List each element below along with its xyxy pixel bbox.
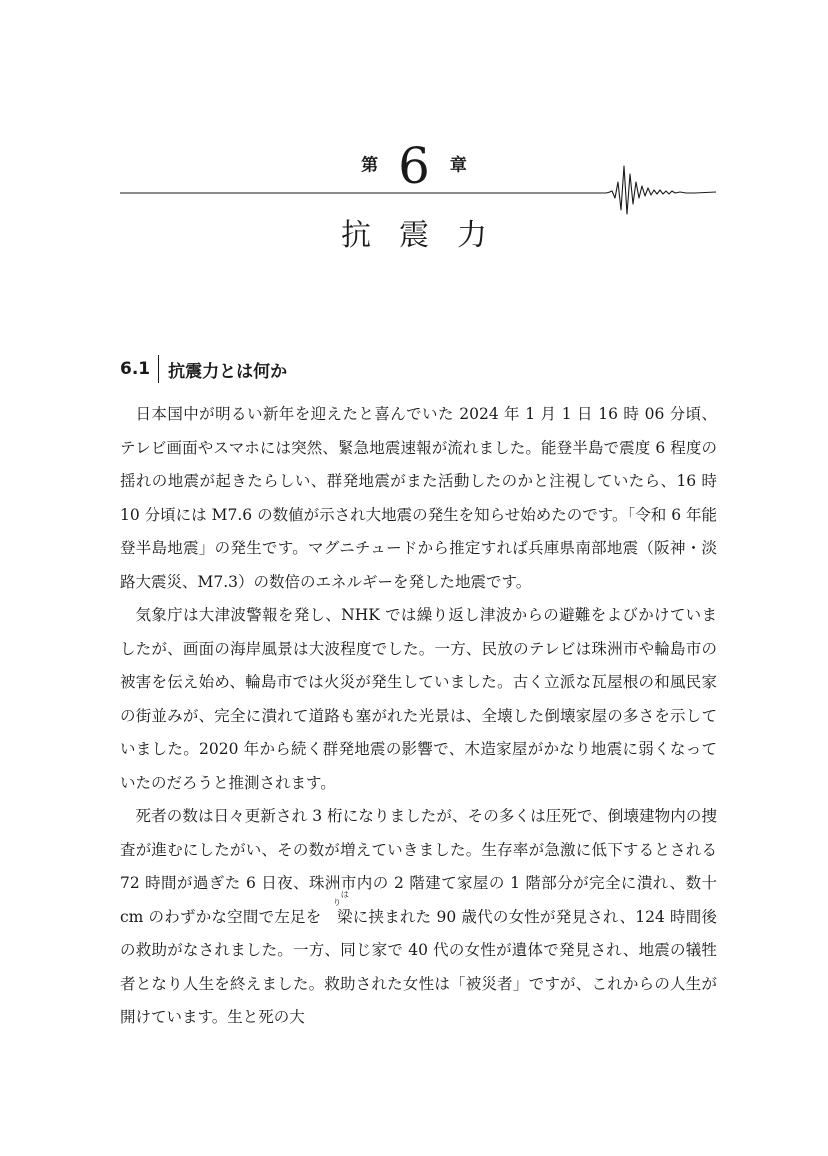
section-heading: [120, 354, 287, 384]
paragraph-text: 死者の数は日々更新され 3 桁になりましたが、その多くは圧死で、倒壊建物内の捜査が進むにしたがい、その数が増えていきました。生存率が急激に低下するとされる 72 時間が過ぎた 6 日夜、珠洲市内の 2 階建て家屋の 1 階部分が完全に潰れ、数十 cm のわずかな空間で左足を: [120, 807, 717, 926]
chapter-header: [0, 130, 828, 210]
chapter-number: 6: [398, 136, 430, 195]
section-divider: [158, 355, 159, 383]
paragraph: 気象庁は大津波警報を発し、NHK では繰り返し津波からの避難をよびかけていましたが、画面の海岸風景は大波程度でした。一方、民放のテレビは珠洲市や輪島市の被害を伝え始め、輪島市では火災が発生していました。古く立派な瓦屋根の和風民家の街並みが、完全に潰れて道路も塞がれた光景は、全壊した倒壊家屋の多さを示していました。2020 年から続く群発地震の影響で、木造家屋がかなり地震に弱くなっていたのだろうと推測されます。: [120, 606, 717, 792]
section-title: 抗震力とは何か: [168, 361, 288, 382]
body-text: [120, 398, 717, 1035]
chapter-prefix: 第: [361, 155, 379, 176]
ruby-base: 梁: [337, 907, 353, 926]
chapter-title: 抗震力: [341, 218, 515, 253]
seismograph-line: [120, 166, 716, 214]
ruby-reading: はり: [333, 889, 349, 907]
paragraph: [120, 800, 717, 1035]
ruby-word: [322, 889, 353, 935]
chapter-suffix: 章: [449, 155, 467, 176]
paragraph-text: に挟まれた 90 歳代の女性が発見され、124 時間後の救助がなされました。一方、同じ家で 40 代の女性が遺体で発見され、地震の犠牲者となり人生を終えました。救助された女性は「被災者」ですが、これからの人生が開けています。生と死の大: [120, 907, 717, 1026]
paragraph: 日本国中が明るい新年を迎えたと喜んでいた 2024 年 1 月 1 日 16 時 06 分頃、テレビ画面やスマホには突然、緊急地震速報が流れました。能登半島で震度 6 程度の揺れの地震が起きたらしい、群発地震がまた活動したのかと注視していたら、16 時 10 分頃には M7.6 の数値が示され大地震の発生を知らせ始めたのです。「令和 6 年能登半島地震」の発生です。マグニチュードから推定すれば兵庫県南部地震（阪神・淡路大震災、M7.3）の数倍のエネルギーを発した地震です。: [120, 405, 717, 591]
seismograph-rule: [120, 160, 720, 220]
section-number: 6.1: [120, 359, 151, 379]
